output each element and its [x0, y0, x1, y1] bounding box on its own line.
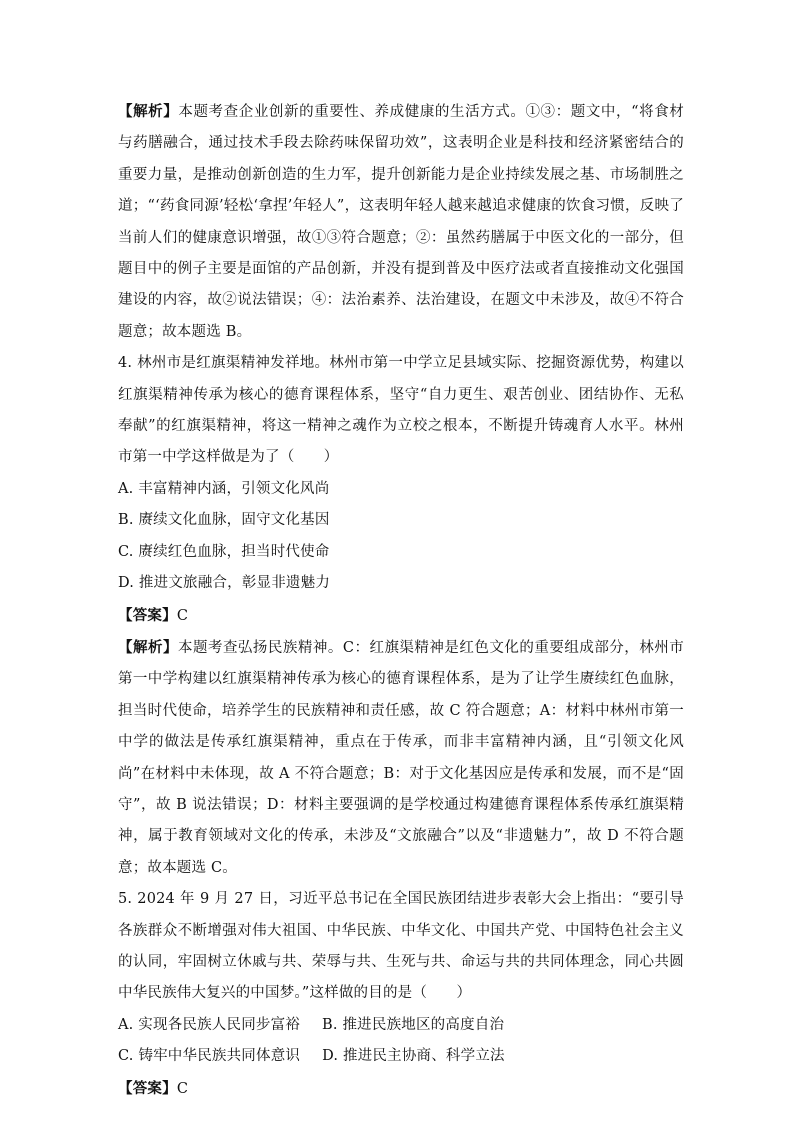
q5-option-b: B. 推进民族地区的高度自治 [322, 1016, 505, 1033]
q4-option-c: C. 赓续红色血脉，担当时代使命 [118, 543, 330, 560]
q5-answer [118, 1073, 684, 1105]
q5-option-d: D. 推进民主协商、科学立法 [322, 1048, 505, 1065]
q4-option-d: D. 推进文旅融合，彰显非遗魅力 [118, 575, 331, 592]
answer-value: C [176, 607, 189, 624]
q5-option-a: A. 实现各民族人民同步富裕 [118, 1016, 300, 1033]
analysis-tag: 【解析】 [118, 638, 178, 656]
answer-value: C [176, 1080, 189, 1097]
answer-tag: 【答案】 [118, 1079, 177, 1097]
document-content [118, 96, 684, 1105]
q5-option-c: C. 铸牢中华民族共同体意识 [118, 1048, 301, 1065]
q4-stem: 4. 林州市是红旗渠精神发祥地。林州市第一中学立足县域实际、挖掘资源优势，构建以红旗渠精神传承为核心的德育课程体系，坚守“自力更生、艰苦创业、团结协作、无私奉献”的红旗渠精神，将这一精神之魂作为立校之根本，不断提升铸魂育人水平。林州市第一中学这样做是为了（ ） [118, 355, 684, 466]
q5-stem: 5. 2024 年 9 月 27 日，习近平总书记在全国民族团结进步表彰大会上指出：“要引导各族群众不断增强对伟大祖国、中华民族、中华文化、中国共产党、中国特色社会主义的认同，牢固树立休戚与共、荣辱与共、生死与共、命运与共的共同体理念，同心共圆中华民族伟大复兴的中国梦。”这样做的目的是（ ） [118, 891, 684, 1002]
q4-option-b: B. 赓续文化血脉，固守文化基因 [118, 512, 330, 529]
q5-options-row-2 [118, 1041, 684, 1072]
q5-options-row-1 [118, 1010, 684, 1041]
analysis-text: 本题考查企业创新的重要性、养成健康的生活方式。①③：题文中，“将食材与药膳融合，通过技术手段去除药味保留功效”，这表明企业是科技和经济紧密结合的重要力量，是推动创新创造的生力军，提升创新能力是企业持续发展之基、市场制胜之道；“‘药食同源’轻松‘拿捏’年轻人”，这表明年轻人越来越追求健康的饮食习惯，反映了当前人们的健康意识增强，故①③符合题意；②：虽然药膳属于中医文化的一部分，但题目中的例子主要是面馆的产品创新，并没有提到普及中医疗法或者直接推动文化强国建设的内容，故②说法错误；④：法治素养、法治建设，在题文中未涉及，故④不符合题意；故本题选 B。 [118, 104, 684, 340]
analysis-tag: 【解析】 [118, 103, 179, 120]
analysis-text: 本题考查弘扬民族精神。C：红旗渠精神是红色文化的重要组成部分，林州市第一中学构建以红旗渠精神传承为核心的德育课程体系，是为了让学生赓续红色血脉，担当时代使命，培养学生的民族精神和责任感，故 C 符合题意；A：材料中林州市第一中学的做法是传承红旗渠精神，重点在于传承，而非丰富精神内涵，且“引领文化风尚”在材料中未体现，故 A 不符合题意；B：对于文化基因应是传承和发展，而不是“固守”，故 B 说法错误；D：材料主要强调的是学校通过构建德育课程体系传承红旗渠精神，属于教育领域对文化的传承，未涉及“文旅融合”以及“非遗魅力”，故 D 不符合题意；故本题选 C。 [118, 639, 684, 876]
q4-answer [118, 600, 684, 632]
q3-analysis [118, 96, 684, 348]
q4-option-a: A. 丰富精神内涵，引领文化风尚 [118, 480, 330, 497]
answer-tag: 【答案】 [118, 606, 177, 624]
q4-analysis [118, 632, 684, 884]
